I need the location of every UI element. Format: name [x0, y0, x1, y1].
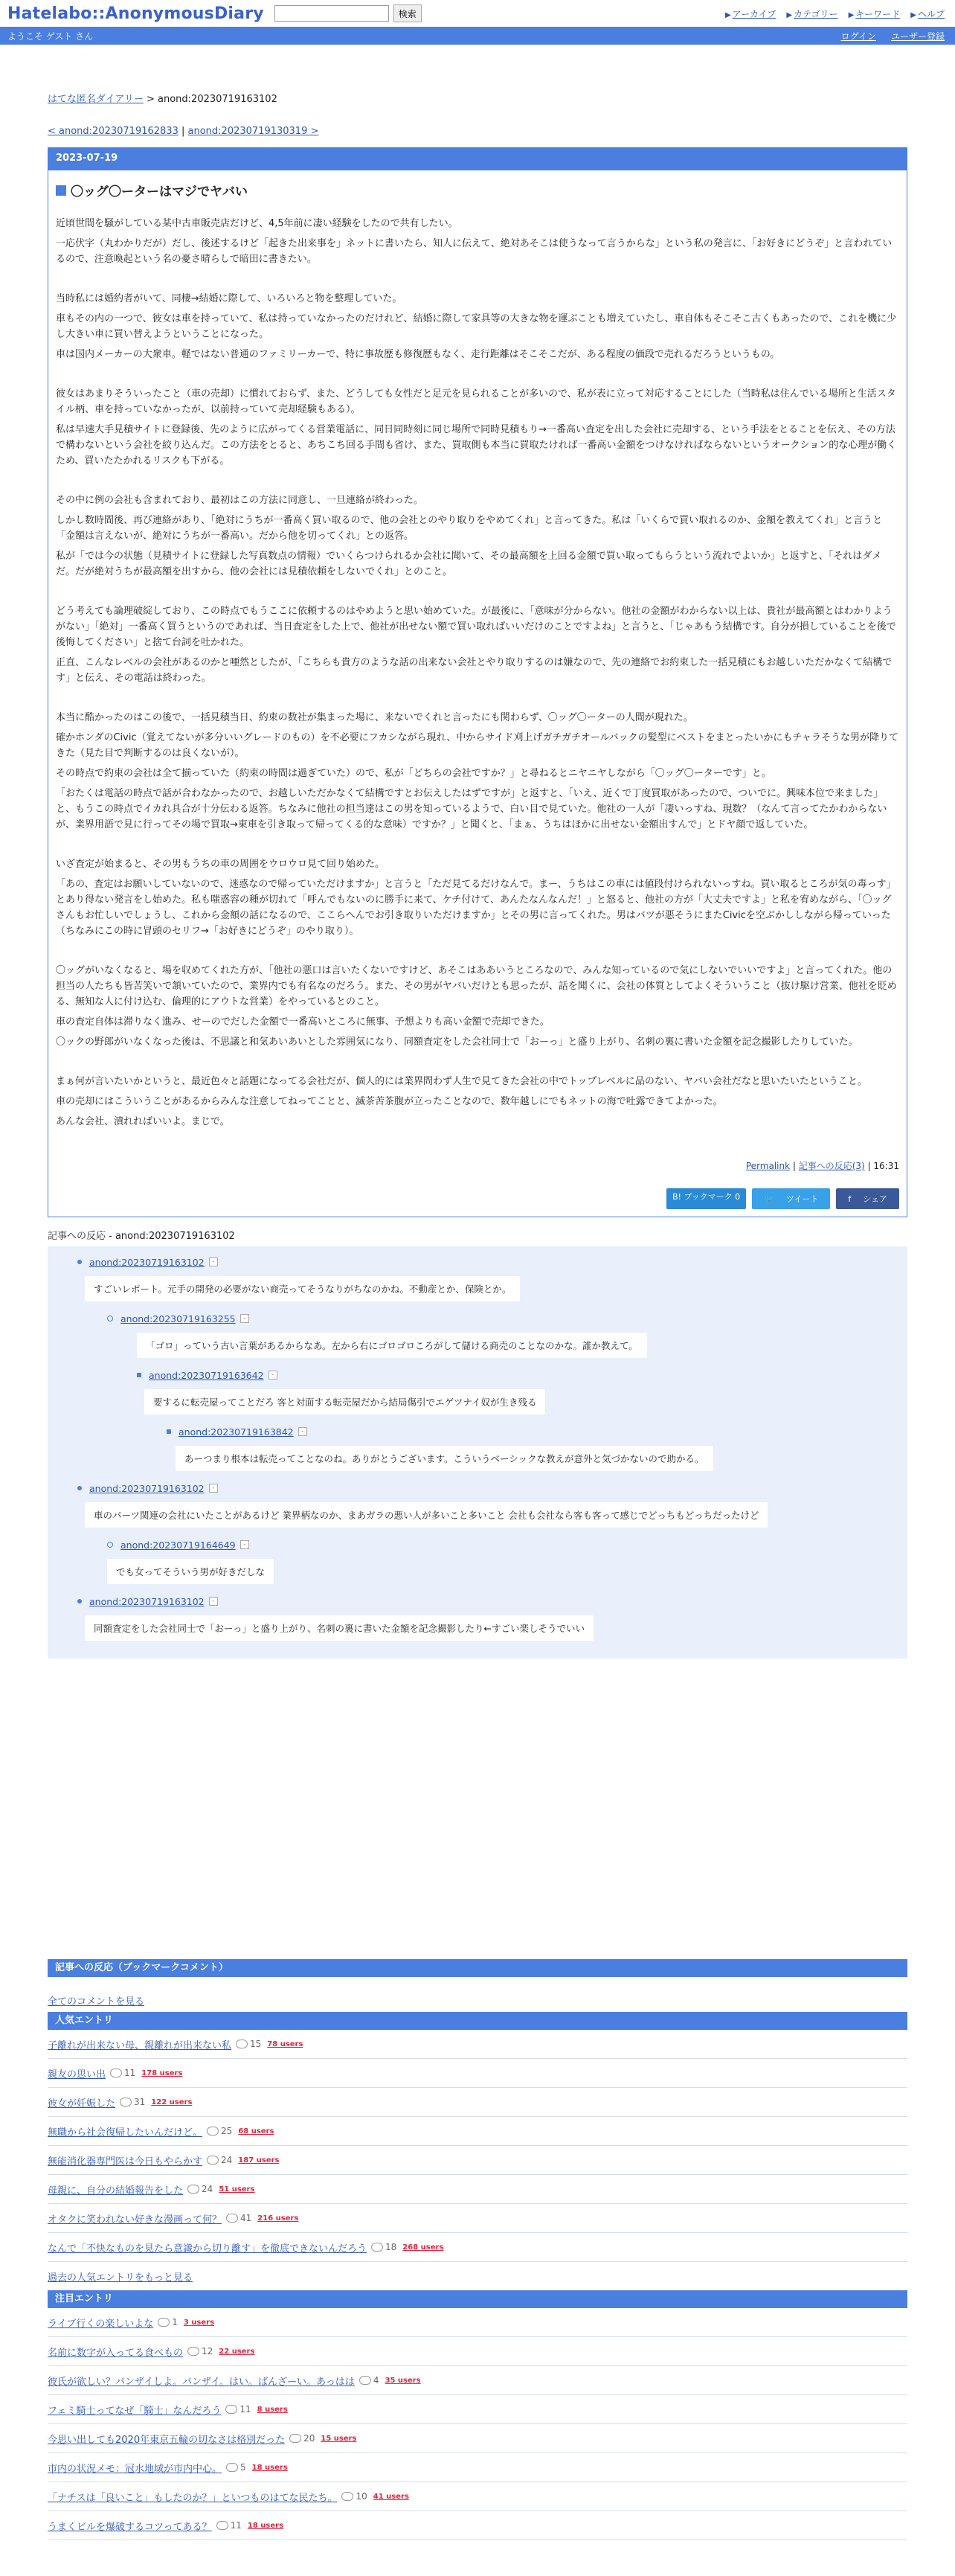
bullet-icon — [107, 1316, 113, 1321]
paragraph-line: まぁ何が言いたいかというと、最近色々と話題になってる会社だが、個人的には業界問わず人生で見てきた会社の中でトップレベルに品のない、ヤバい会社だなと思いたいたということ。 — [56, 1076, 867, 1087]
reaction-node — [48, 1252, 907, 1309]
entry-title-link[interactable]: 彼氏が欲しい？パンザイしよ。パンザイ。はい。ばんざーい。あっはは — [48, 2376, 355, 2388]
paragraph-line: 車の査定自体は滞りなく進み、せーのでだした金額で一番高いところに無事、予想よりも高い金額で売却できた。 — [56, 1016, 550, 1028]
paragraph-line: いざ査定が始まると、その男もうちの車の周囲をウロウロ見て回り始めた。 — [56, 859, 385, 870]
article-paragraphs — [56, 216, 899, 1130]
comment-count[interactable] — [158, 2317, 178, 2327]
bookmark-users-badge[interactable]: 216 users — [257, 2214, 299, 2223]
comment-bubble-icon — [236, 2040, 248, 2048]
entry-title-link[interactable]: 市内の状況メモ：冠水地域が市内中心。 — [48, 2463, 222, 2475]
comment-count[interactable] — [207, 2126, 232, 2136]
arrow-icon: ▶ — [910, 11, 916, 19]
site-logo[interactable]: Hatelabo::AnonymousDiary — [7, 4, 264, 23]
login-link[interactable]: ログイン — [840, 31, 876, 42]
reaction-link[interactable]: anond:20230719163102 — [89, 1595, 205, 1607]
comment-bubble-icon — [226, 2463, 238, 2472]
featured-heading: 注目エントリ — [48, 2290, 907, 2308]
comment-count-value: 41 — [240, 2213, 252, 2223]
bullet-icon — [167, 1429, 171, 1434]
paragraph-line: 本当に酷かったのはこの後で、一括見積当日、約束の数社が集まった場に、来ないでくれと言ったにも関わらず、〇ッグ〇ーターの人間が現れた。 — [56, 712, 693, 723]
reaction-node — [48, 1592, 907, 1648]
comment-bubble-icon — [225, 2405, 237, 2414]
bookmark-users-badge[interactable]: 18 users — [247, 2521, 284, 2530]
comment-count-value: 24 — [202, 2184, 213, 2194]
comment-count[interactable] — [187, 2184, 213, 2194]
entry-title-link[interactable]: 名前に数字が入ってる食べもの — [48, 2347, 184, 2359]
paragraph-line: 車は国内メーカーの大衆車。軽ではない普通のファミリーカーで、特に事故歴も修復歴もなく、走行距離はそこそこだが、ある程度の価段で売れるだろうというもの。 — [56, 349, 780, 360]
comment-count[interactable] — [207, 2155, 232, 2165]
next-entry-link[interactable]: anond:20230719130319 > — [187, 126, 319, 137]
comment-count[interactable] — [110, 2068, 135, 2078]
bookmark-users-badge[interactable]: 268 users — [402, 2243, 444, 2252]
arrow-icon: ▶ — [724, 11, 731, 19]
bullet-icon — [77, 1260, 82, 1264]
breadcrumb — [48, 91, 907, 105]
paragraph-line: あんな会社、潰れればいいよ。まじで。 — [56, 1116, 230, 1127]
popular-entries — [48, 2030, 907, 2262]
entry-row — [48, 2337, 907, 2366]
diary-day — [48, 147, 907, 1217]
entry-title-link[interactable]: 子離れが出来ない母、親離れが出来ない私 — [48, 2040, 232, 2051]
entry-title-link[interactable]: オタクに笑われない好きな漫画って何？ — [48, 2214, 222, 2226]
bookmark-heading: 記事への反応（ブックマークコメント） — [48, 1959, 907, 1977]
comment-bubble-icon — [289, 2434, 301, 2443]
featured-entries — [48, 2308, 907, 2540]
entry-title-link[interactable]: ライブ行くの楽しいよな — [48, 2318, 154, 2330]
comment-count-value: 11 — [124, 2068, 136, 2078]
entry-title-link[interactable]: 無能消化器専門医は今日もやらかす — [48, 2156, 203, 2168]
prev-next-nav — [48, 126, 907, 137]
bookmark-users-badge[interactable]: 8 users — [257, 2405, 288, 2414]
bullet-icon — [107, 1542, 113, 1548]
nav-separator: | — [178, 126, 188, 137]
paragraph-line: 車の売却にはこういうことがあるからみんな注意してねってことと、滅茶苦茶腹が立ったことなので、数年越しにでもネットの海で吐露できてよかった。 — [56, 1096, 723, 1107]
comment-bubble-icon — [158, 2318, 170, 2327]
keyword-link[interactable]: キーワード — [855, 9, 901, 19]
comment-count[interactable] — [226, 2462, 246, 2473]
post-time: 16:31 — [873, 1161, 899, 1171]
entry-title-link[interactable]: うまくビルを爆破するコツってある？ — [48, 2521, 212, 2533]
paragraph-line: しかし数時間後、再び連絡があり、「絶対にうちが一番高く買い取るので、他の会社とのやり取りをやめてくれ」と言ってきた。私は「いくらで買い取れるのか、金額を教えてくれ」と言うと「金額は言えないが、絶対にうちが一番高い。だから他を切ってくれ」との返答。 — [56, 515, 883, 542]
entry-title-link[interactable]: 「ナチスは「良いこと」もしたのか？」といつものはてな民たち。 — [48, 2492, 338, 2504]
comment-bubble-icon — [216, 2521, 228, 2530]
comment-count-value: 10 — [356, 2491, 367, 2502]
popular-heading: 人気エントリ — [48, 2012, 907, 2030]
facebook-share-button[interactable] — [836, 1188, 899, 1209]
comment-bubble-icon — [341, 2492, 353, 2501]
entry-row — [48, 2088, 907, 2117]
paragraph-group — [56, 603, 899, 686]
comment-count-value: 31 — [134, 2097, 146, 2107]
comment-count[interactable] — [226, 2213, 251, 2223]
arrow-icon: ▶ — [848, 11, 855, 19]
comment-count[interactable] — [359, 2375, 379, 2386]
expand-icon[interactable]: - — [298, 1427, 307, 1436]
comment-count-value: 20 — [303, 2433, 315, 2444]
all-comments-link[interactable]: 全てのコメントを見る — [48, 1996, 145, 2008]
paragraph-group — [56, 963, 899, 1050]
paragraph-line: どう考えても論理破綻しており、この時点でもうここに依頼するのはやめようと思い始めていた。が最後に、「意味が分からない。他社の金額がわからない以上は、貴社が最高額とはわかりようがない」「絶対」一番高く買うというのであれば、当日査定をした上で、他社が出せない額で買い取ればいいだけのことですよね」と言うと、「じゃあもう結構です。自分が損していることを後で後悔してください」と捨て台詞を吐かれた。 — [56, 606, 896, 648]
comment-bubble-icon — [226, 2214, 238, 2223]
expand-icon[interactable]: - — [209, 1484, 218, 1493]
reaction-link[interactable]: anond:20230719163842 — [179, 1426, 294, 1438]
entry-row — [48, 2059, 907, 2088]
bookmark-users-badge[interactable]: 35 users — [385, 2376, 421, 2385]
expand-icon[interactable]: - — [269, 1371, 277, 1380]
reaction-link[interactable]: anond:20230719164649 — [120, 1539, 236, 1551]
top-links — [725, 7, 945, 20]
paragraph-line: 私は早速大手見積サイトに登録後、先のように広がってくる営業電話に、同日同時刻に同じ場所で同時見積もり→一番高い査定を出した会社に売却する、という手法をとることを伝え、その方法で構わないという会社を絞り込んだ。この方法をとると、あちこち回る手間も省け、また、買取側も本当に買取たければ一番高い金額をつけなければならないというオークション的な心理が働くため、買いたたかれるリスクも下がる。 — [56, 424, 897, 467]
search-input[interactable] — [274, 5, 389, 22]
paragraph-line: 彼女はあまりそういったこと（車の売却）に慣れておらず、また、どうしても女性だと足元を見られることが多いので、私が表に立って対応することにした（当時私は住んでいる場所と生活スタイル柄、車を持っていなかったが、以前持っていて売却経験もある）。 — [56, 388, 896, 415]
arrow-icon: ▶ — [786, 11, 793, 19]
entry-row — [48, 2424, 907, 2453]
paragraph-line: 〇ッグがいなくなると、場を収めてくれた方が、「他社の悪口は言いたくないですけど、あそこはああいうところなので、みんな知っているので気にしないでいいですよ」と言ってくれた。他の担当の人たちも皆苦笑いで頷いていたので、業界内でも有名なのだろう。また、その男がヤバいだけとも思ったが、話を聞くに、会社の体質としてよくそういうこと（抜け駆け営業、他社を貶める、無知な人に付け込む、倫理的にアウトな営業）をやっているとのこと。 — [56, 965, 897, 1007]
reaction-node — [48, 1365, 907, 1422]
bookmark-button[interactable]: B! ブックマーク 0 — [666, 1188, 746, 1209]
comment-count-value: 18 — [385, 2242, 397, 2252]
bird-icon: 🐦 — [764, 1194, 774, 1204]
comment-count[interactable] — [216, 2520, 242, 2531]
bullet-icon — [137, 1373, 141, 1377]
comment-count-value: 24 — [221, 2155, 233, 2165]
archive-link[interactable]: アーカイブ — [732, 9, 776, 19]
comment-bubble-icon — [371, 2243, 383, 2252]
entry-row — [48, 2146, 907, 2175]
register-link[interactable]: ユーザー登録 — [890, 31, 945, 42]
paragraph-line: 「あの、査定はお願いしていないので、迷惑なので帰っていただけますか」と言うと「ただ見てるだけなんで。まー、うちはこの車には値段付けられないっすね。買い取るところが気の毒っす」とあり得ない発言をし始めた。私も嗤惑容の種が切れて「呼んでもないのに勝手に来て、ケチ付けて、あんたなんなんだ！」と怒ると、他社の方が「大丈夫ですよ」と私を宥めながら、「〇ッグさんもお忙しいでしょうし、これから金額の話になるので、ここらへんでお引き取りいただけますか」とその男に言ってくれた。男はバツが悪そうにまたCivicを空ぶかししながら帰っていった（ちなみにこの時に冒頭のセリフ→「お好きにどうぞ」のやり取り）。 — [56, 879, 896, 937]
entry-row — [48, 2308, 907, 2337]
reaction-link[interactable]: anond:20230719163642 — [149, 1369, 264, 1381]
paragraph-line: 当時私には婚約者がいて、同棲→結婚に際して、いろいろと物を整理していた。 — [56, 293, 402, 304]
share-buttons — [56, 1188, 899, 1209]
comment-count-value: 12 — [202, 2346, 213, 2356]
comment-bubble-icon — [187, 2185, 199, 2194]
paragraph-line: その時点で約束の会社は全て揃っていた（約束の時間は過ぎていた）ので、私が「どちらの会社ですか？」と尋ねるとニヤニヤしながら「〇ッグ〇ーターです」と。 — [56, 768, 771, 779]
reactions-link[interactable]: 記事への反応(3) — [798, 1161, 865, 1171]
comment-bubble-icon — [110, 2069, 122, 2077]
article-body — [48, 170, 907, 1217]
bookmark-section — [48, 1959, 907, 2540]
bullet-icon — [77, 1599, 82, 1603]
entry-row — [48, 2366, 907, 2395]
entry-title-link[interactable]: 無職から社会復帰したいんだけど。 — [48, 2127, 203, 2138]
comment-count-value: 5 — [240, 2462, 246, 2473]
comment-count-value: 15 — [250, 2039, 262, 2049]
paragraph-group — [56, 1074, 899, 1130]
paragraph-line: 私が「では今の状態（見積サイトに登録した写真数点の情報）でいくらつけられるか会社に聞いて、その最高額を上回る金額で買い取ってもらうという流れでよいか」と返すと、「それはダメだ。だが絶対うちが最高額を出すから、他の会社には見積依頼をしないでくれ」とのこと。 — [56, 551, 882, 577]
reaction-text: あーつまり根本は転売ってことなのね。ありがとうございます。こういうベーシックな教えが意外と気づかないので助かる。 — [176, 1446, 713, 1471]
article-title — [56, 181, 899, 199]
breadcrumb-separator: > — [143, 94, 158, 105]
comment-count[interactable] — [187, 2346, 213, 2356]
reaction-text: 「ゴロ」っていう古い言葉があるからなあ。左から右にゴロゴロころがして儲ける商売のことなのかな。誰か教えて。 — [137, 1333, 647, 1358]
bookmark-users-badge[interactable]: 41 users — [373, 2492, 409, 2501]
user-bar — [0, 27, 955, 45]
article-title-text[interactable]: 〇ッグ〇ーターはマジでヤバい — [71, 185, 248, 199]
facebook-icon: f — [848, 1194, 852, 1204]
article-footer: Permalink | 記事への反応(3) | 16:31 — [745, 1161, 899, 1171]
entry-title-link[interactable]: 今思い出しても2020年東京五輪の切なさは格別だった — [48, 2434, 286, 2446]
entry-row — [48, 2030, 907, 2059]
comment-bubble-icon — [207, 2127, 219, 2136]
paragraph-line: その中に例の会社も含まれており、最初はこの方法に同意し、一旦連絡が終わった。 — [56, 495, 423, 506]
paragraph-group — [56, 291, 899, 362]
bookmark-users-badge[interactable]: 15 users — [321, 2434, 357, 2443]
more-popular-link[interactable]: 過去の人気エントリをもっと見る — [48, 2272, 193, 2284]
reactions-tree — [48, 1246, 907, 1659]
bookmark-users-badge[interactable]: 18 users — [251, 2463, 288, 2472]
bookmark-users-badge[interactable]: 187 users — [238, 2156, 280, 2165]
paragraph-group — [56, 856, 899, 939]
reaction-node — [48, 1535, 907, 1592]
bookmark-users-badge[interactable]: 22 users — [219, 2347, 255, 2356]
entry-title-link[interactable]: 彼女が妊娠した — [48, 2098, 116, 2109]
category-link[interactable]: カテゴリー — [794, 9, 838, 19]
day-date: 2023-07-19 — [48, 148, 907, 170]
square-bullet-icon — [56, 185, 66, 196]
paragraph-line: 〇ックの野郎がいなくなった後は、不思議と和気あいあいとした雰囲気になり、同額査定をした会社同士で「おーっ」と盛り上がり、名刺の裏に書いた金額を記念撮影したりしていた。 — [56, 1037, 858, 1048]
reactions-heading: 記事への反応 - anond:20230719163102 — [48, 1231, 235, 1242]
entry-row — [48, 2395, 907, 2424]
reaction-link[interactable]: anond:20230719163102 — [89, 1256, 205, 1268]
comment-count-value: 1 — [172, 2317, 178, 2327]
entry-title-link[interactable]: 親友の思い出 — [48, 2069, 106, 2080]
comment-count-value: 11 — [230, 2520, 242, 2531]
prev-entry-link[interactable]: < anond:20230719162833 — [48, 126, 179, 137]
bookmark-users-badge[interactable]: 3 users — [183, 2318, 215, 2327]
facebook-share-label: シェア — [863, 1194, 887, 1204]
comment-count[interactable] — [120, 2097, 145, 2107]
permalink[interactable]: Permalink — [745, 1161, 791, 1171]
breadcrumb-root[interactable]: はてな匿名ダイアリー — [48, 94, 144, 105]
paragraph-line: 「おたくは電話の時点で話が合わなかったので、お越しいただかなくて結構ですとお伝えしたはずですが」と返すと、「いえ、近くで丁度買取があったので、ついでに。興味本位で来ました」と、もうこの時点でイカれ具合が十分伝わる返答。ちなみに他社の担当達はこの男を知っているようで、白い目で見ていた。他社の一人が「凄いっすね、現数？（なんて言ってたかわからないが、業界用語で見に行ってその場で買取→東車を引き取って帰ってくる的な意味）ですか？」と聞くと、「まぁ、うちはほかに出せない金額出すんで」とドヤ顔で返していた。 — [56, 788, 887, 830]
tweet-button-label: ツイート — [785, 1194, 819, 1204]
reaction-node — [48, 1309, 907, 1365]
entry-row — [48, 2453, 907, 2482]
comment-count[interactable] — [236, 2039, 261, 2049]
welcome-text: ようこそ ゲスト さん — [7, 31, 94, 42]
entry-row — [48, 2233, 907, 2262]
reaction-text: すごいレポート。元手の開発の必要がない商売ってそうなりがちなのかね。不動産とか、保険とか。 — [85, 1276, 520, 1301]
comment-count-value: 25 — [221, 2126, 233, 2136]
bookmark-users-badge[interactable]: 122 users — [151, 2098, 193, 2106]
comment-count[interactable] — [225, 2404, 251, 2415]
reaction-link[interactable]: anond:20230719163255 — [120, 1313, 236, 1324]
paragraph-group — [56, 216, 899, 267]
comment-bubble-icon — [120, 2098, 132, 2106]
reaction-node — [48, 1478, 907, 1535]
entry-title-link[interactable]: 母親に、自分の結婚報告をした — [48, 2185, 184, 2197]
breadcrumb-current: anond:20230719163102 — [158, 94, 277, 105]
comment-bubble-icon — [207, 2156, 219, 2165]
reaction-text: 車のパーツ関連の会社にいたことがあるけど 業界柄なのか、まあガラの悪い人が多いこと多いこと 会社も会社なら客も客って感じでどっちもどっちだったけど — [85, 1502, 768, 1528]
expand-icon[interactable]: - — [240, 1314, 249, 1323]
bookmark-users-badge[interactable]: 178 users — [141, 2069, 183, 2077]
expand-icon[interactable]: - — [209, 1257, 218, 1266]
bookmark-users-badge[interactable]: 68 users — [238, 2127, 274, 2136]
comment-bubble-icon — [187, 2347, 199, 2356]
paragraph-line: 車もその内の一つで、彼女は車を持っていて、私は持っていなかったのだけれど、結婚に際して家具等の大きな物を運ぶことも増えていたし、車自体もそこそこ古くもあったので、これを機に少し大きい車に買い替えようということになった。 — [56, 313, 897, 340]
comment-count[interactable] — [371, 2242, 396, 2252]
entry-title-link[interactable]: フェミ騎士ってなぜ「騎士」なんだろう — [48, 2405, 222, 2417]
reaction-text: 同額査定をした会社同士で「おーっ」と盛り上がり、名刺の裏に書いた金額を記念撮影したり←すごい楽しそうでいい — [85, 1615, 594, 1641]
bookmark-users-badge[interactable]: 51 users — [219, 2185, 255, 2194]
entry-row — [48, 2511, 907, 2540]
entry-row — [48, 2482, 907, 2511]
top-bar — [0, 0, 955, 27]
bookmark-users-badge[interactable]: 78 users — [267, 2040, 303, 2048]
comment-count[interactable] — [341, 2491, 367, 2502]
comment-count-value: 4 — [373, 2375, 379, 2386]
expand-icon[interactable]: - — [240, 1540, 249, 1549]
help-link[interactable]: ヘルプ — [917, 9, 945, 19]
paragraph-line: 近頃世間を騒がしている某中古車販売店だけど、4,5年前に凄い経験をしたので共有したい。 — [56, 218, 458, 229]
paragraph-line: 確かホンダのCivic（覚えてないが多分いいグレードのもの）を不必要にフカシながら現れ、中からサイド刈上げガチガチオールバックの髪型にベストをまとったいかにもチャラそうな男が降りてきた（見た目で判断するのは良くないが）。 — [56, 732, 899, 759]
comment-count[interactable] — [289, 2433, 315, 2444]
paragraph-group — [56, 386, 899, 469]
comment-count-value: 11 — [239, 2404, 251, 2415]
entry-row — [48, 2117, 907, 2146]
search-button[interactable]: 検索 — [393, 4, 422, 22]
reaction-link[interactable]: anond:20230719163102 — [89, 1482, 205, 1494]
main-content — [48, 91, 907, 2540]
paragraph-line: 正直、こんなレベルの会社があるのかと唖然としたが、「こちらも貴方のような話の出来ない会社とやり取りするのは嫌なので、先の連絡でお約束した一括見積にもお越しいただかなくて結構です」と伝え、その電話は終わった。 — [56, 657, 893, 684]
bullet-icon — [77, 1486, 82, 1490]
entry-title-link[interactable]: なんで「不快なものを見たら意識から切り離す」を徹底できないんだろう — [48, 2243, 367, 2255]
paragraph-line: 一応伏字（丸わかりだが）だし、後述するけど「起きた出来事を」ネットに書いたら、知人に伝えて、絶対あそこは使うなって言うからな」という私の発言に、「お好きにどうぞ」と言われているので、注意喚起という名の憂さ晴らしで暗田に書きたい。 — [56, 238, 893, 265]
reaction-text: 要するに転売屋ってことだろ 客と対面する転売屋だから結局傷引でエゲツナイ奴が生き残る — [144, 1389, 545, 1414]
tweet-button[interactable] — [752, 1188, 830, 1209]
reaction-text: でも女ってそういう男が好きだしな — [107, 1559, 274, 1584]
expand-icon[interactable]: - — [209, 1597, 218, 1606]
reaction-node — [48, 1422, 907, 1478]
paragraph-group — [56, 493, 899, 580]
entry-row — [48, 2175, 907, 2204]
comment-bubble-icon — [359, 2376, 371, 2385]
paragraph-group — [56, 710, 899, 833]
entry-row — [48, 2204, 907, 2233]
